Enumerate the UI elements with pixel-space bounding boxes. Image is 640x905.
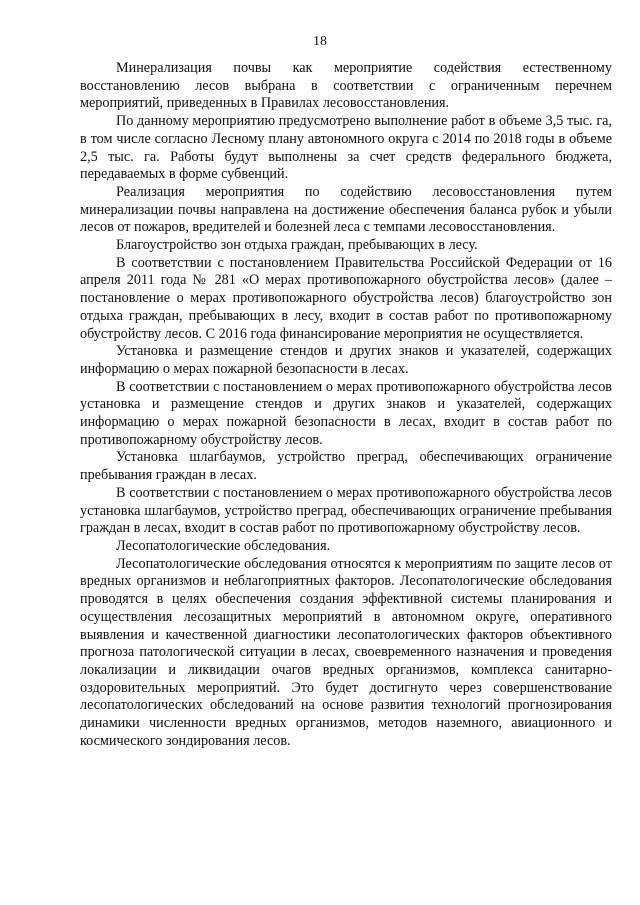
document-body [80, 60, 612, 750]
paragraph-soil-mineralization: Минерализация почвы как мероприятие содействия естественному восстановлению лесов выбрана в соответствии с ограниченным перечнем мероприятий, приведенных в Правилах лесовосстановления. [80, 60, 612, 112]
paragraph-government-decree: В соответствии с постановлением Правительства Российской Федерации от 16 апреля 2011 года № 281 «О мерах противопожарного обустройства лесов» (далее – постановление о мерах противопожарного обустройства лесов) благоустройство зон отдыха граждан, пребывающих в лесу, входит в состав работ по противопожарному обустройству лесов. С 2016 года финансирование мероприятия не осуществляется. [80, 254, 612, 342]
heading-forest-pathology-surveys: Лесопатологические обследования. [116, 537, 331, 554]
paragraph-barriers: В соответствии с постановлением о мерах противопожарного обустройства лесов установка шлагбаумов, устройство преград, обеспечивающих ограничение пребывания граждан в лесах, входит в состав работ по противопожарному обустройству лесов. [80, 484, 612, 537]
heading-recreation-zones: Благоустройство зон отдыха граждан, пребывающих в лесу. [116, 237, 478, 254]
paragraph-forest-pathology-surveys: Лесопатологические обследования относятся к мероприятиям по защите лесов от вредных организмов и неблагоприятных факторов. Лесопатологические обследования проводятся в целях обеспечения создания эффективной системы планирования и осуществления лесозащитных мероприятий в автономном округе, оперативного выявления и качественной диагностики лесопатологических факторов объективного прогноза патологической ситуации в лесах, своевременного назначения и проведения локализации и ликвидации очагов вредных организмов, комплекса санитарно-оздоровительных мероприятий. Это будет достигнуто через совершенствование лесопатологических обследований на основе развития технологий прогнозирования динамики численности вредных организмов, методов наземного, авиационного и космического зондирования лесов. [80, 555, 612, 749]
page-number: 18 [313, 34, 327, 49]
paragraph-stands-and-signs: В соответствии с постановлением о мерах противопожарного обустройства лесов установка и размещение стендов и других знаков и указателей, содержащих информацию о мерах пожарной безопасности в лесах, входит в состав работ по противопожарному обустройству лесов. [80, 378, 612, 448]
paragraph-reforestation-balance: Реализация мероприятия по содействию лесовосстановления путем минерализации почвы направлена на достижение обеспечения баланса рубок и убыли лесов от пожаров, вредителей и болезней леса с темпами лесовосстановления. [80, 183, 612, 236]
paragraph-work-volume: По данному мероприятию предусмотрено выполнение работ в объеме 3,5 тыс. га, в том числе согласно Лесному плану автономного округа с 2014 по 2018 годы в объеме 2,5 тыс. га. Работы будут выполнены за счет средств федерального бюджета, передаваемых в форме субвенций. [80, 113, 612, 183]
heading-stands-and-signs: Установка и размещение стендов и других знаков и указателей, содержащих информацию о мерах пожарной безопасности в лесах. [80, 343, 612, 377]
heading-barriers: Установка шлагбаумов, устройство преград, обеспечивающих ограничение пребывания граждан в лесах. [80, 449, 612, 484]
